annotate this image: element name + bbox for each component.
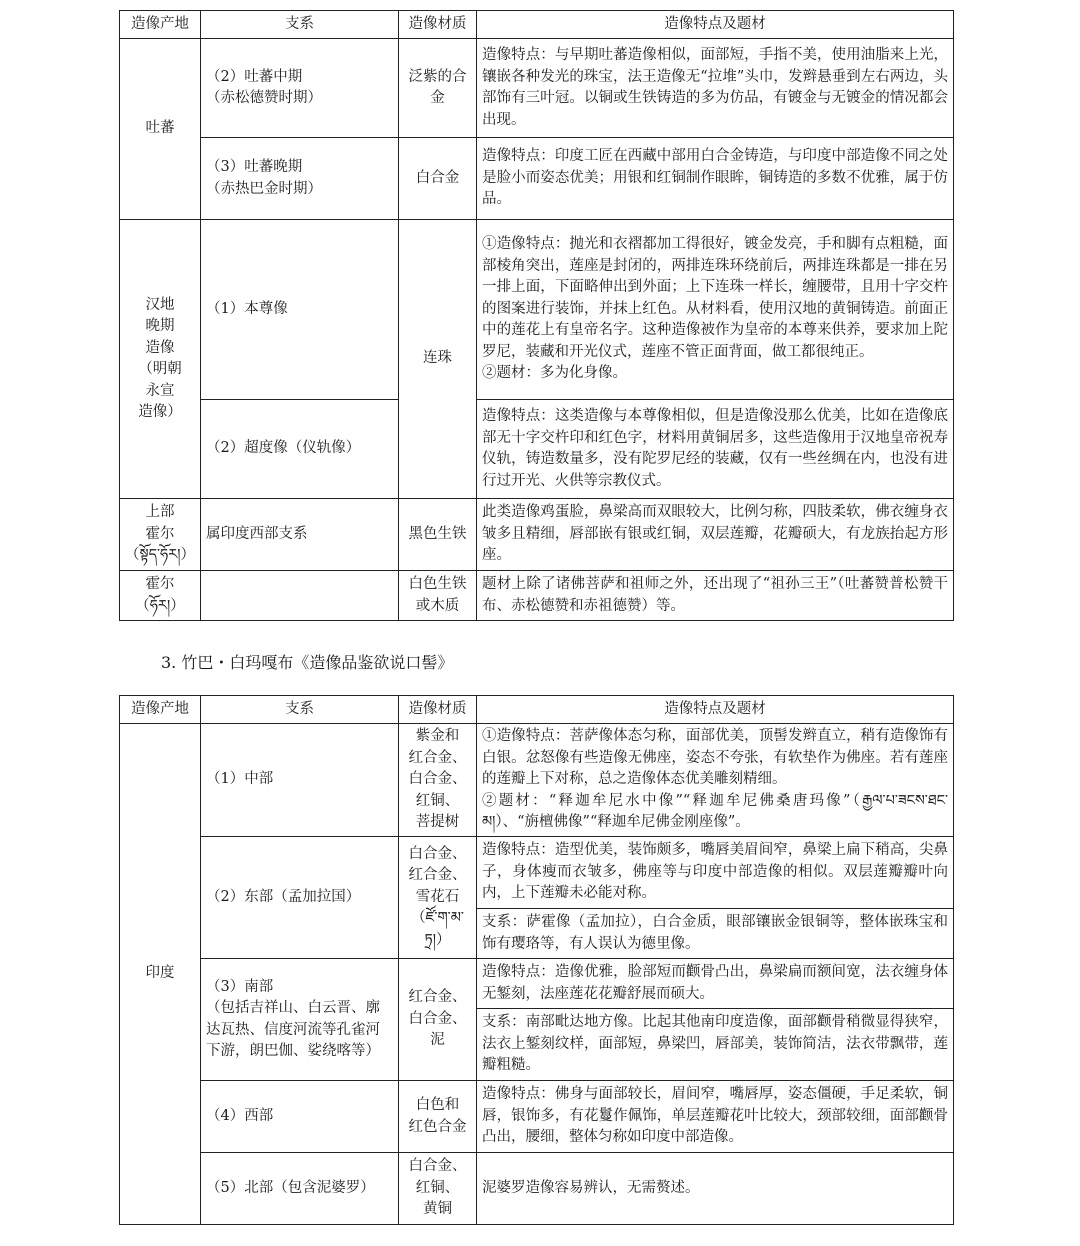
features-cell: 此类造像鸡蛋脸，鼻梁高而双眼较大，比例匀称，四肢柔软，佛衣缠身衣皱多且精细，唇部嵌有银或红铜，双层莲瓣，花瓣硕大，有龙族抬起方形座。	[477, 499, 954, 571]
features-cell: 支系：南部毗达地方像。比起其他南印度造像，面部颧骨稍微显得狭窄，法衣上錾刻纹样，面部短，鼻梁凹，唇部美，装饰简洁，法衣带飘带，莲瓣粗糙。	[477, 1009, 954, 1081]
region-cell: 上部 霍尔 （སྟོད་ཧོར།）	[120, 499, 201, 571]
material-cell: 连珠	[399, 220, 477, 499]
material-cell: 泛紫的合金	[399, 39, 477, 138]
table-row	[120, 837, 954, 909]
header-branch: 支系	[201, 11, 399, 39]
features-cell: 题材上除了诸佛菩萨和祖师之外，还出现了“祖孙三王”（吐蕃赞普松赞干布、赤松德赞和赤祖德赞）等。	[477, 571, 954, 621]
branch-cell: （2）吐蕃中期 （赤松德赞时期）	[201, 39, 399, 138]
header-features: 造像特点及题材	[477, 696, 954, 724]
branch-cell: （5）北部（包含泥婆罗）	[201, 1153, 399, 1225]
features-cell: 造像特点：佛身与面部较长，眉间窄，嘴唇厚，姿态僵硬，手足柔软，铜唇，银饰多，有花鬘作佩饰，单层莲瓣花叶比较大，颈部较细，面部颧骨凸出，腰细，整体匀称如印度中部造像。	[477, 1081, 954, 1153]
table-row	[120, 724, 954, 837]
sculpture-table-1	[119, 10, 954, 621]
material-cell: 白色和 红色合金	[399, 1081, 477, 1153]
table-row	[120, 571, 954, 621]
table-row	[120, 39, 954, 138]
material-cell: 白合金、 红铜、 黄铜	[399, 1153, 477, 1225]
features-cell: 泥婆罗造像容易辨认，无需赘述。	[477, 1153, 954, 1225]
table-header-row	[120, 696, 954, 724]
header-material: 造像材质	[399, 11, 477, 39]
branch-cell: （3）吐蕃晚期 （赤热巴金时期）	[201, 138, 399, 220]
features-cell: 造像特点：这类造像与本尊像相似，但是造像没那么优美，比如在造像底部无十字交杵印和红色字，材料用黄铜居多，这些造像用于汉地皇帝祝寿仪轨，铸造数量多，没有陀罗尼经的装藏，仅有一些丝绸在内，也没有进行过开光、火供等宗教仪式。	[477, 400, 954, 499]
header-branch: 支系	[201, 696, 399, 724]
header-region: 造像产地	[120, 11, 201, 39]
region-cell: 汉地 晚期 造像 （明朝 永宣 造像）	[120, 220, 201, 499]
table-header-row	[120, 11, 954, 39]
table-row	[120, 400, 954, 499]
region-cell: 吐蕃	[120, 39, 201, 220]
section-title: 3. 竹巴・白玛嘎布《造像品鉴欲说口髻》	[161, 653, 454, 672]
material-cell: 黑色生铁	[399, 499, 477, 571]
material-cell: 白色生铁或木质	[399, 571, 477, 621]
branch-cell: （1）中部	[201, 724, 399, 837]
table-row	[120, 138, 954, 220]
table-row	[120, 499, 954, 571]
material-cell: 白合金	[399, 138, 477, 220]
material-cell: 紫金和 红合金、 白合金、 红铜、 菩提树	[399, 724, 477, 837]
branch-cell: （3）南部 （包括吉祥山、白云晋、廓达瓦热、信度河流等孔雀河下游，朗巴伽、娑绕喀等）	[201, 959, 399, 1081]
region-cell: 霍尔 （ཧོར།）	[120, 571, 201, 621]
table-row	[120, 1081, 954, 1153]
material-cell: 红合金、白合金、泥	[399, 959, 477, 1081]
branch-cell: （1）本尊像	[201, 220, 399, 400]
region-cell: 印度	[120, 724, 201, 1225]
branch-cell: （2）超度像（仪轨像）	[201, 400, 399, 499]
features-cell: 造像特点：与早期吐蕃造像相似，面部短，手指不美，使用油脂来上光，镶嵌各种发光的珠宝，法王造像无“拉堆”头巾，发辫悬垂到左右两边，头部饰有三叶冠。以铜或生铁铸造的多为仿品，有镀金与无镀金的情况都会出现。	[477, 39, 954, 138]
table-row	[120, 220, 954, 400]
material-cell: 白合金、 红合金、 雪花石 （ཛོ་ག་མ་ཏྲ།）	[399, 837, 477, 959]
features-cell: ①造像特点：抛光和衣褶都加工得很好，镀金发亮，手和脚有点粗糙，面部棱角突出，莲座是封闭的，两排连珠环绕前后，两排连珠都是一排在另一排上面，下面略伸出到外面；上下连珠一样长，缠腰带，且用十字交杵的图案进行装饰，并抹上红色。从材料看，使用汉地的黄铜铸造。前面正中的莲花上有皇帝名字。这种造像被作为皇帝的本尊来供养，要求加上陀罗尼，装藏和开光仪式，莲座不管正面背面，做工都很纯正。 ②题材：多为化身像。	[477, 220, 954, 400]
header-features: 造像特点及题材	[477, 11, 954, 39]
sculpture-table-2	[119, 695, 954, 1225]
branch-cell: （2）东部（孟加拉国）	[201, 837, 399, 959]
header-region: 造像产地	[120, 696, 201, 724]
features-cell: 造像特点：印度工匠在西藏中部用白合金铸造，与印度中部造像不同之处是脸小而姿态优美；用银和红铜制作眼眸，铜铸造的多数不优雅，属于仿品。	[477, 138, 954, 220]
features-cell: 造像特点：造型优美，装饰颇多，嘴唇美眉间窄，鼻梁上扁下稍高，尖鼻子，身体瘦而衣皱多，佛座等与印度中部造像的相似。双层莲瓣瓣叶向内，上下莲瓣未必能对称。	[477, 837, 954, 909]
features-cell: 造像特点：造像优雅，脸部短而颧骨凸出，鼻梁扁而额间宽，法衣缠身体无錾刻，法座莲花花瓣舒展而硕大。	[477, 959, 954, 1009]
table-row	[120, 1153, 954, 1225]
header-material: 造像材质	[399, 696, 477, 724]
features-cell: ①造像特点：菩萨像体态匀称，面部优美，顶髻发辫直立，稍有造像饰有白银。忿怒像有些造像无佛座，姿态不夸张，有软垫作为佛座。若有莲座的莲瓣上下对称，总之造像体态优美雕刻精细。 ②题材：“释迦牟尼水中像”“释迦牟尼佛桑唐玛像”（རྒྱལ་པ་ཟངས་ཐང་མ།）、“旃檀佛像”“释迦牟尼佛金刚座像”。	[477, 724, 954, 837]
table-row	[120, 959, 954, 1009]
branch-cell: 属印度西部支系	[201, 499, 399, 571]
branch-cell	[201, 571, 399, 621]
features-cell: 支系：萨霍像（孟加拉），白合金质，眼部镶嵌金银铜等，整体嵌珠宝和饰有璎珞等，有人误认为德里像。	[477, 909, 954, 959]
branch-cell: （4）西部	[201, 1081, 399, 1153]
